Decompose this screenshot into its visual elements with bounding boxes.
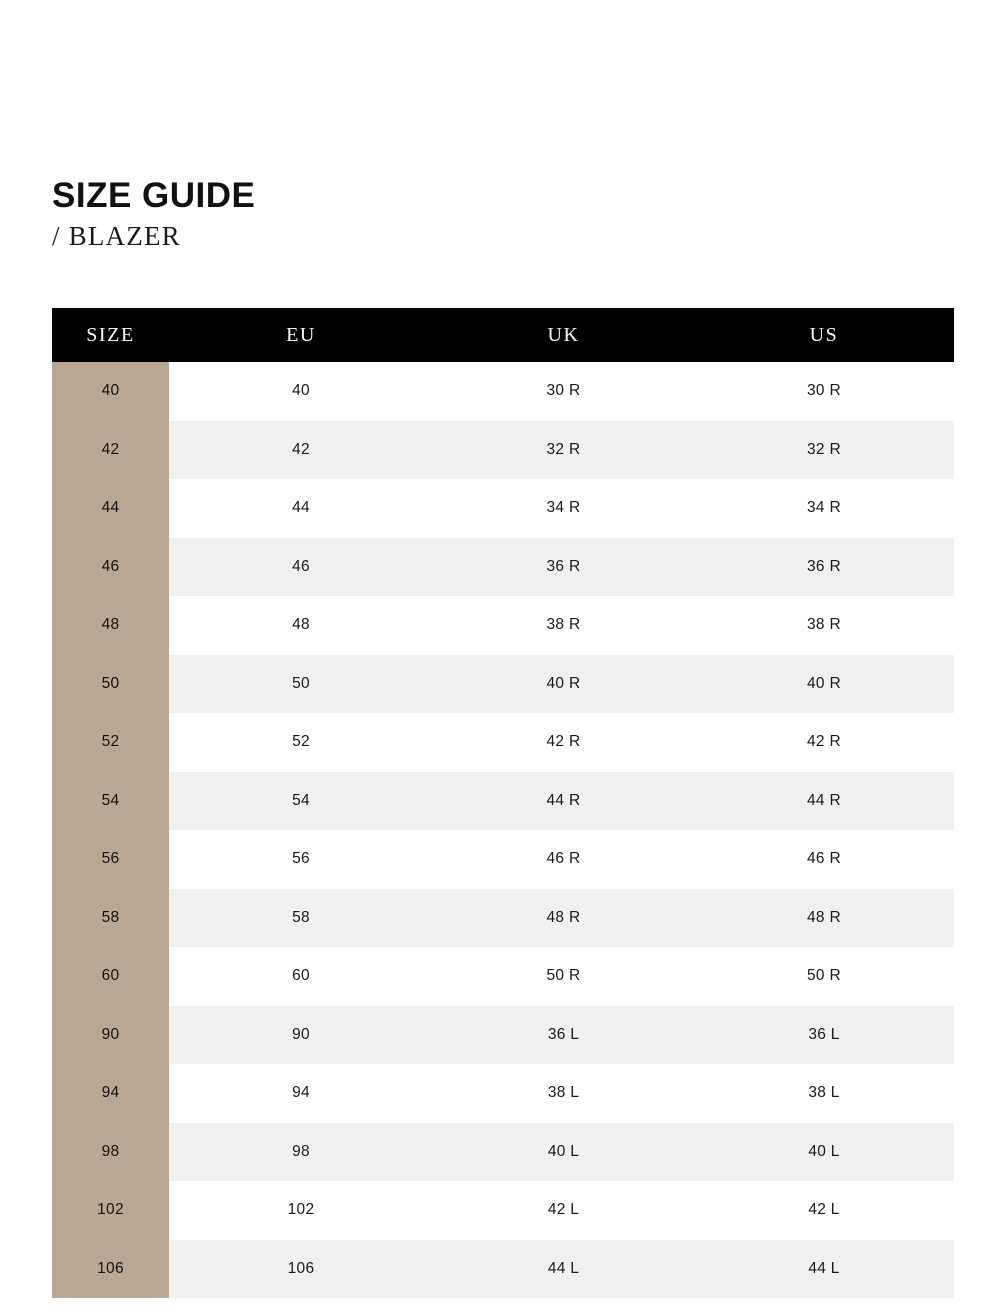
page-title: SIZE GUIDE xyxy=(52,176,256,215)
table-row xyxy=(52,596,954,655)
size-chart-table xyxy=(52,308,954,1298)
cell-eu: 52 xyxy=(169,713,433,772)
table-body xyxy=(52,362,954,1298)
cell-uk: 48 R xyxy=(433,889,694,948)
cell-us: 34 R xyxy=(694,479,954,538)
cell-size: 58 xyxy=(52,889,169,948)
cell-us: 38 R xyxy=(694,596,954,655)
cell-eu: 106 xyxy=(169,1240,433,1299)
cell-size: 54 xyxy=(52,772,169,831)
table-row xyxy=(52,1240,954,1299)
cell-size: 40 xyxy=(52,362,169,421)
cell-eu: 50 xyxy=(169,655,433,714)
column-header-size: SIZE xyxy=(52,308,169,362)
cell-size: 102 xyxy=(52,1181,169,1240)
cell-size: 106 xyxy=(52,1240,169,1299)
cell-uk: 44 L xyxy=(433,1240,694,1299)
cell-eu: 54 xyxy=(169,772,433,831)
table-row xyxy=(52,1181,954,1240)
cell-eu: 46 xyxy=(169,538,433,597)
cell-uk: 36 L xyxy=(433,1006,694,1065)
table-row xyxy=(52,947,954,1006)
cell-uk: 36 R xyxy=(433,538,694,597)
cell-us: 48 R xyxy=(694,889,954,948)
cell-eu: 40 xyxy=(169,362,433,421)
cell-uk: 42 R xyxy=(433,713,694,772)
table-row xyxy=(52,889,954,948)
cell-us: 40 R xyxy=(694,655,954,714)
column-header-eu: EU xyxy=(169,308,433,362)
cell-uk: 40 R xyxy=(433,655,694,714)
cell-size: 44 xyxy=(52,479,169,538)
table-row xyxy=(52,479,954,538)
cell-us: 50 R xyxy=(694,947,954,1006)
cell-uk: 44 R xyxy=(433,772,694,831)
cell-size: 50 xyxy=(52,655,169,714)
cell-uk: 34 R xyxy=(433,479,694,538)
cell-eu: 102 xyxy=(169,1181,433,1240)
cell-uk: 40 L xyxy=(433,1123,694,1182)
cell-eu: 60 xyxy=(169,947,433,1006)
table-row xyxy=(52,1006,954,1065)
table-row xyxy=(52,538,954,597)
cell-uk: 50 R xyxy=(433,947,694,1006)
cell-uk: 46 R xyxy=(433,830,694,889)
table-row xyxy=(52,772,954,831)
column-header-uk: UK xyxy=(433,308,694,362)
cell-us: 44 R xyxy=(694,772,954,831)
cell-size: 48 xyxy=(52,596,169,655)
cell-us: 42 R xyxy=(694,713,954,772)
table-row xyxy=(52,830,954,889)
cell-size: 90 xyxy=(52,1006,169,1065)
cell-eu: 56 xyxy=(169,830,433,889)
cell-size: 42 xyxy=(52,421,169,480)
cell-eu: 42 xyxy=(169,421,433,480)
table-row xyxy=(52,1064,954,1123)
cell-eu: 44 xyxy=(169,479,433,538)
cell-us: 38 L xyxy=(694,1064,954,1123)
table-row xyxy=(52,655,954,714)
cell-us: 36 L xyxy=(694,1006,954,1065)
cell-size: 60 xyxy=(52,947,169,1006)
cell-us: 30 R xyxy=(694,362,954,421)
cell-size: 52 xyxy=(52,713,169,772)
cell-us: 42 L xyxy=(694,1181,954,1240)
cell-us: 32 R xyxy=(694,421,954,480)
page-subtitle: / BLAZER xyxy=(52,220,181,251)
cell-uk: 30 R xyxy=(433,362,694,421)
cell-eu: 48 xyxy=(169,596,433,655)
cell-us: 44 L xyxy=(694,1240,954,1299)
table-header-row xyxy=(52,308,954,362)
cell-size: 56 xyxy=(52,830,169,889)
cell-us: 40 L xyxy=(694,1123,954,1182)
cell-us: 46 R xyxy=(694,830,954,889)
cell-uk: 32 R xyxy=(433,421,694,480)
table-header xyxy=(52,308,954,362)
page-header xyxy=(52,178,652,251)
table-row xyxy=(52,1123,954,1182)
cell-size: 46 xyxy=(52,538,169,597)
cell-uk: 38 L xyxy=(433,1064,694,1123)
cell-size: 94 xyxy=(52,1064,169,1123)
cell-uk: 38 R xyxy=(433,596,694,655)
cell-eu: 90 xyxy=(169,1006,433,1065)
cell-eu: 58 xyxy=(169,889,433,948)
cell-us: 36 R xyxy=(694,538,954,597)
column-header-us: US xyxy=(694,308,954,362)
table-row xyxy=(52,421,954,480)
cell-eu: 94 xyxy=(169,1064,433,1123)
table-row xyxy=(52,713,954,772)
table-row xyxy=(52,362,954,421)
cell-size: 98 xyxy=(52,1123,169,1182)
cell-eu: 98 xyxy=(169,1123,433,1182)
cell-uk: 42 L xyxy=(433,1181,694,1240)
